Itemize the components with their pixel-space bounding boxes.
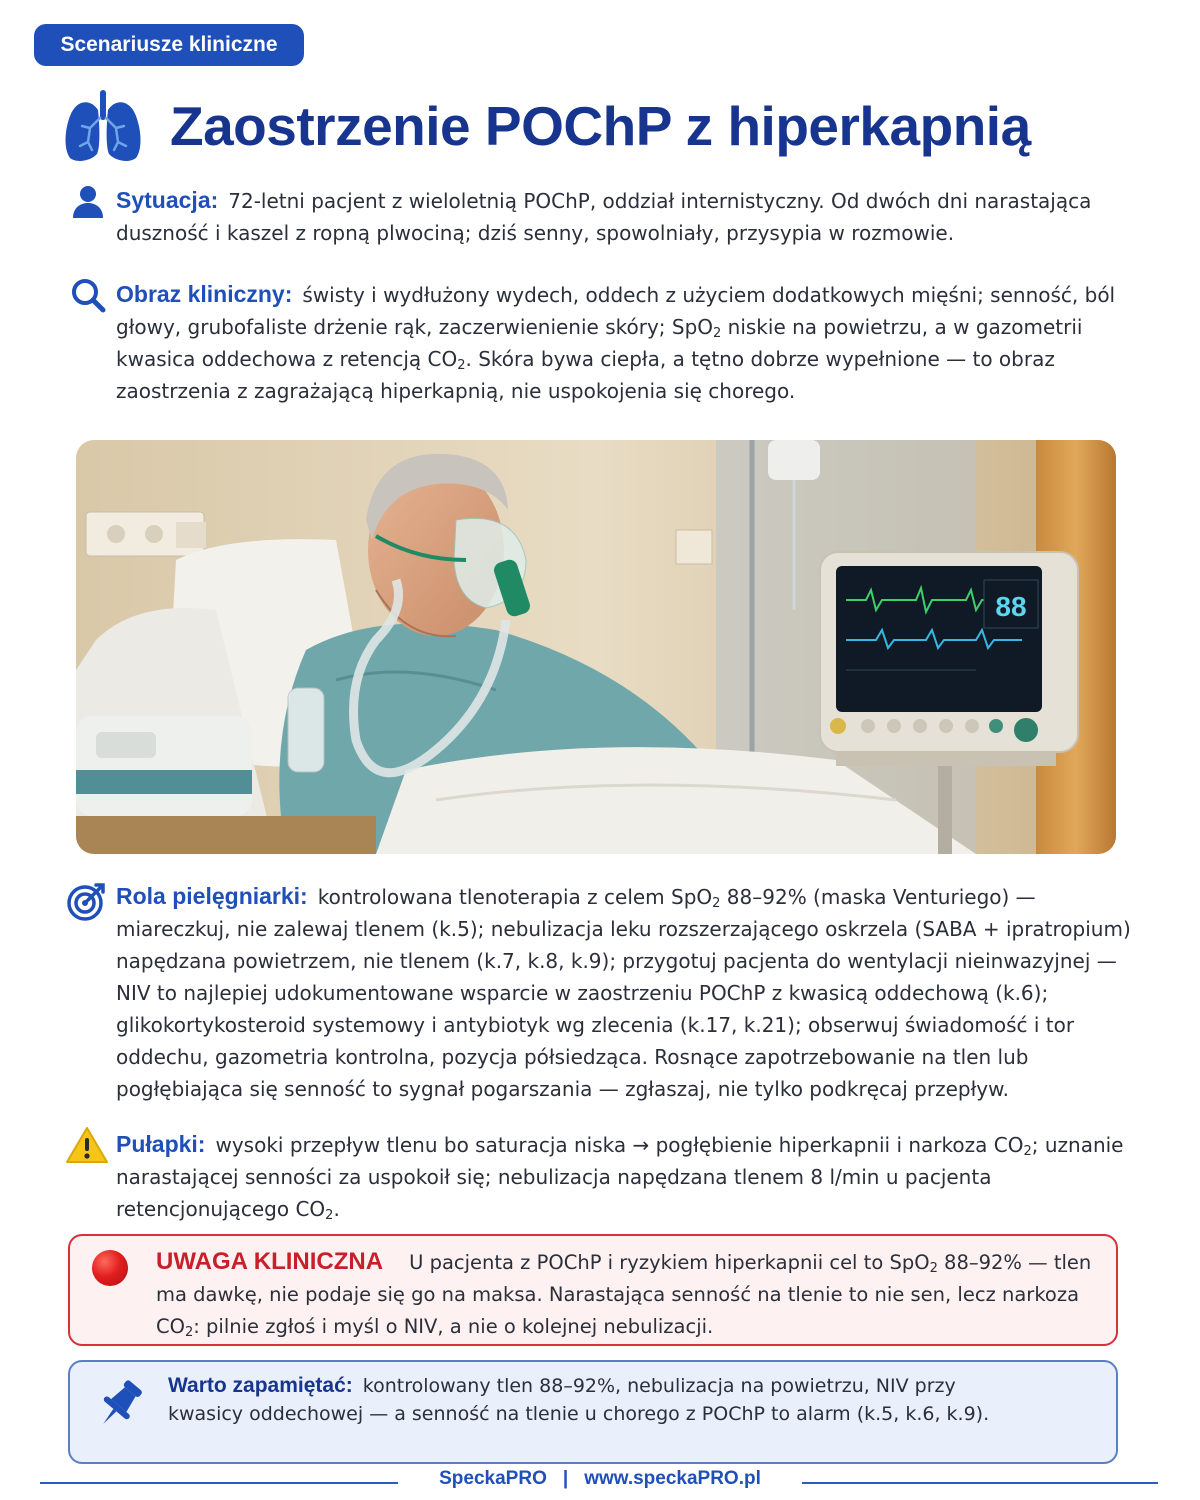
title-row bbox=[62, 88, 1031, 164]
traps-sub-2: 2 bbox=[325, 1208, 334, 1223]
situation-label: Sytuacja: bbox=[116, 187, 219, 213]
clinical-alert-paragraph bbox=[156, 1246, 1106, 1343]
search-icon bbox=[70, 278, 106, 314]
page-title: Zaostrzenie POChP z hiperkapnią bbox=[170, 95, 1031, 157]
footer-text bbox=[0, 1468, 1200, 1490]
traps-paragraph bbox=[116, 1128, 1136, 1225]
situation-paragraph bbox=[116, 184, 1130, 249]
lungs-icon bbox=[62, 88, 144, 164]
red-alert-icon bbox=[92, 1250, 128, 1286]
remember-paragraph bbox=[168, 1372, 1028, 1428]
person-icon bbox=[70, 184, 106, 220]
clinical-label: Obraz kliniczny: bbox=[116, 281, 293, 307]
clinical-alert-text-1: U pacjenta z POChP i ryzykiem hiperkapnii cel to SpO bbox=[409, 1251, 930, 1274]
traps-sub-1: 2 bbox=[1023, 1144, 1032, 1159]
monitor-spo2-value: 88 bbox=[995, 591, 1027, 622]
warning-icon bbox=[66, 1126, 108, 1164]
clinical-text-1: świsty i wydłużony wydech, oddech z użyciem dodatkowych mięśni; senność, ból głowy, grubofaliste drżenie rąk, zaczerwienienie skóry; SpO bbox=[116, 283, 1116, 339]
nurse-role-sub-1: 2 bbox=[712, 896, 721, 911]
clinical-sub-2: 2 bbox=[457, 358, 466, 373]
clinical-paragraph bbox=[116, 278, 1130, 407]
clinical-alert-sub-1: 2 bbox=[929, 1261, 938, 1276]
patient-illustration bbox=[76, 440, 1116, 854]
pushpin-icon bbox=[92, 1376, 148, 1432]
clinical-alert-text-3: : pilnie zgłoś i myśl o NIV, a nie o kolejnej nebulizacji. bbox=[193, 1315, 714, 1338]
target-icon bbox=[66, 882, 106, 922]
traps-section bbox=[66, 1128, 1136, 1225]
nurse-role-label: Rola pielęgniarki: bbox=[116, 883, 308, 909]
category-badge: Scenariusze kliniczne bbox=[34, 24, 304, 66]
clinical-alert-title: UWAGA KLINICZNA bbox=[156, 1248, 384, 1275]
remember-box bbox=[68, 1360, 1118, 1464]
clinical-sub-1: 2 bbox=[713, 326, 722, 341]
clinical-alert-sub-2: 2 bbox=[184, 1325, 194, 1340]
patient-photo bbox=[76, 440, 1116, 854]
clinical-alert-box bbox=[68, 1234, 1118, 1346]
traps-text-2: ; uznanie narastającej senności za uspokoił się; nebulizacja napędzana tlenem 8 l/min u pacjenta retencjonującego CO bbox=[116, 1133, 1124, 1221]
footer-url-link[interactable]: www.speckaPRO.pl bbox=[584, 1468, 761, 1489]
footer-separator: | bbox=[562, 1468, 569, 1489]
traps-label: Pułapki: bbox=[116, 1131, 206, 1157]
clinical-alert-text-2: 88–92% — tlen ma dawkę, nie podaje się go na maksa. Narastająca senność na tlenie to nie sen, lecz narkoza CO bbox=[156, 1251, 1092, 1338]
nurse-role-paragraph bbox=[116, 880, 1136, 1105]
footer-brand: SpeckaPRO bbox=[439, 1468, 547, 1489]
nurse-role-text-2: 88–92% (maska Venturiego) — miareczkuj, nie zalewaj tlenem (k.5); nebulizacja leku rozszerzającego oskrzela (SABA + ipratropium) napędzana powietrzem, nie tlenem (k.7, k.8, k.9); przygotuj pacjenta do wentylacji nieinwazyjnej — NIV to najlepiej udokumentowane wsparcie w zaostrzeniu POChP z kwasicą oddechową (k.6); glikokortykosteroid systemowy i antybiotyk wg zlecenia (k.17, k.21); obserwuj świadomość i tor oddechu, gazometria kontrolna, pozycja półsiedząca. Rosnące zapotrzebowanie na tlen lub pogłębiająca się senność to sygnał pogarszania — zgłaszaj, nie tylko podkręcaj przepływ. bbox=[116, 885, 1131, 1101]
remember-text: kontrolowany tlen 88–92%, nebulizacja na powietrzu, NIV przy kwasicy oddechowej — a senność na tlenie u chorego z POChP to alarm (k.5, k.6, k.9). bbox=[168, 1375, 990, 1425]
remember-title: Warto zapamiętać: bbox=[168, 1374, 353, 1397]
clinical-section bbox=[70, 278, 1130, 407]
traps-text-1: wysoki przepływ tlenu bo saturacja niska → pogłębienie hiperkapnii i narkoza CO bbox=[215, 1133, 1024, 1157]
traps-text-3: . bbox=[333, 1197, 340, 1221]
nurse-role-section bbox=[66, 880, 1136, 1105]
situation-text: 72-letni pacjent z wieloletnią POChP, oddział internistyczny. Od dwóch dni narastająca duszność i kaszel z ropną plwociną; dziś senny, spowolniały, przysypia w rozmowie. bbox=[116, 189, 1092, 245]
clinical-text-2: niskie na powietrzu, a w gazometrii kwasica oddechowa z retencją CO bbox=[116, 315, 1083, 371]
nurse-role-text-1: kontrolowana tlenoterapia z celem SpO bbox=[317, 885, 713, 909]
clinical-text-3: . Skóra bywa ciepła, a tętno dobrze wypełnione — to obraz zaostrzenia z zagrażającą hiperkapnią, nie uspokojenia się chorego. bbox=[116, 347, 1055, 403]
situation-section bbox=[70, 184, 1130, 249]
footer bbox=[0, 1466, 1200, 1498]
